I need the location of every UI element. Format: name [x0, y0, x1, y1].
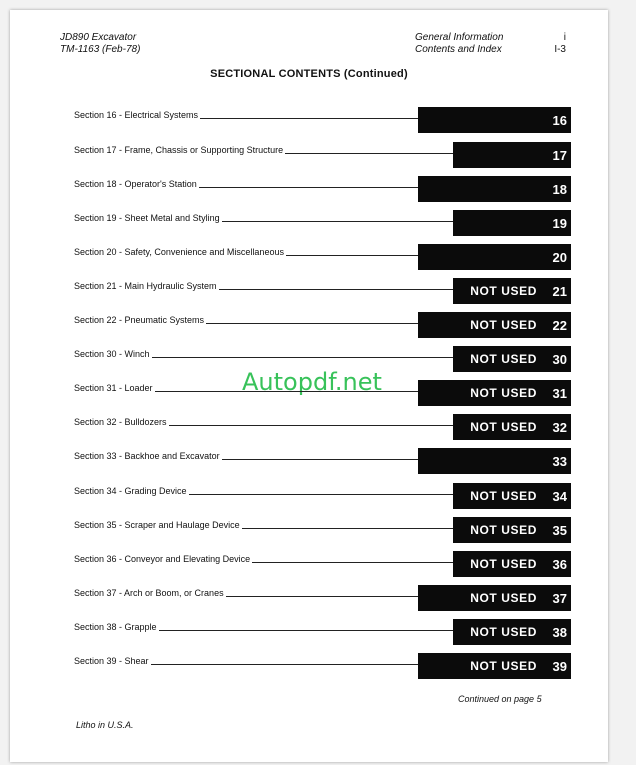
section-tab	[453, 551, 571, 577]
section-status: NOT USED	[470, 557, 537, 571]
section-tab	[418, 653, 571, 679]
section-status: NOT USED	[470, 420, 537, 434]
section-status: NOT USED	[470, 352, 537, 366]
header-page-number: I-3	[554, 44, 566, 55]
section-label: Section 35 - Scraper and Haulage Device	[74, 520, 240, 530]
section-tab	[418, 585, 571, 611]
section-label: Section 39 - Shear	[74, 656, 149, 666]
section-status: NOT USED	[470, 489, 537, 503]
section-row	[10, 107, 608, 133]
section-status: NOT USED	[470, 318, 537, 332]
header-chapter: General Information	[415, 32, 504, 43]
header-left	[60, 32, 140, 56]
section-label: Section 22 - Pneumatic Systems	[74, 315, 205, 325]
section-tab	[453, 278, 571, 304]
section-tab	[418, 448, 571, 474]
header-right	[415, 32, 503, 56]
section-row	[10, 142, 608, 168]
section-number: 39	[552, 659, 567, 674]
section-number: 17	[552, 148, 567, 163]
section-number: 30	[552, 352, 567, 367]
section-label: Section 16 - Electrical Systems	[74, 110, 199, 120]
section-status: NOT USED	[470, 523, 537, 537]
section-number: 31	[552, 386, 567, 401]
section-row	[10, 483, 608, 509]
section-label: Section 33 - Backhoe and Excavator	[74, 451, 220, 461]
section-label: Section 21 - Main Hydraulic System	[74, 281, 217, 291]
section-tab	[453, 414, 571, 440]
section-row	[10, 619, 608, 645]
section-row	[10, 176, 608, 202]
header-manual-id: TM-1163 (Feb-78)	[60, 44, 141, 55]
section-label: Section 32 - Bulldozers	[74, 417, 167, 427]
section-tab	[453, 346, 571, 372]
section-number: 22	[552, 318, 567, 333]
continued-note: Continued on page 5	[458, 694, 542, 704]
section-row	[10, 448, 608, 474]
section-number: 18	[552, 182, 567, 197]
section-tab	[453, 142, 571, 168]
section-label: Section 20 - Safety, Convenience and Miscellaneous	[74, 247, 284, 257]
section-tab	[453, 210, 571, 236]
section-number: 32	[552, 420, 567, 435]
section-tab	[453, 517, 571, 543]
document-page	[10, 10, 608, 762]
section-row	[10, 585, 608, 611]
section-row	[10, 517, 608, 543]
section-tab	[418, 380, 571, 406]
page-title: SECTIONAL CONTENTS (Continued)	[210, 68, 408, 80]
section-number: 35	[552, 523, 567, 538]
section-number: 34	[552, 489, 567, 504]
section-label: Section 17 - Frame, Chassis or Supporting Structure	[74, 145, 284, 155]
litho-note: Litho in U.S.A.	[76, 720, 134, 730]
section-row	[10, 551, 608, 577]
section-label: Section 18 - Operator's Station	[74, 179, 197, 189]
section-row	[10, 312, 608, 338]
section-tab	[418, 244, 571, 270]
section-number: 21	[552, 284, 567, 299]
section-label: Section 31 - Loader	[74, 383, 153, 393]
section-status: NOT USED	[470, 591, 537, 605]
section-row	[10, 278, 608, 304]
header-page-mark: i	[563, 32, 566, 43]
section-label: Section 30 - Winch	[74, 349, 150, 359]
section-number: 16	[552, 113, 567, 128]
section-tab	[418, 312, 571, 338]
section-label: Section 19 - Sheet Metal and Styling	[74, 213, 220, 223]
section-number: 38	[552, 625, 567, 640]
header-subchapter: Contents and Index	[415, 44, 502, 55]
header-page-ref	[554, 32, 566, 56]
section-number: 33	[552, 454, 567, 469]
header-model: JD890 Excavator	[60, 32, 137, 43]
section-status: NOT USED	[470, 386, 537, 400]
section-tab	[453, 619, 571, 645]
section-number: 37	[552, 591, 567, 606]
section-tab	[453, 483, 571, 509]
watermark: Autopdf.net	[242, 368, 382, 396]
section-tab	[418, 107, 571, 133]
section-label: Section 38 - Grapple	[74, 622, 157, 632]
section-row	[10, 414, 608, 440]
section-tab	[418, 176, 571, 202]
section-row	[10, 244, 608, 270]
section-status: NOT USED	[470, 284, 537, 298]
section-number: 20	[552, 250, 567, 265]
section-number: 36	[552, 557, 567, 572]
section-number: 19	[552, 216, 567, 231]
section-label: Section 36 - Conveyor and Elevating Device	[74, 554, 251, 564]
section-label: Section 34 - Grading Device	[74, 486, 187, 496]
section-label: Section 37 - Arch or Boom, or Cranes	[74, 588, 224, 598]
section-status: NOT USED	[470, 625, 537, 639]
section-status: NOT USED	[470, 659, 537, 673]
section-row	[10, 653, 608, 679]
section-row	[10, 210, 608, 236]
